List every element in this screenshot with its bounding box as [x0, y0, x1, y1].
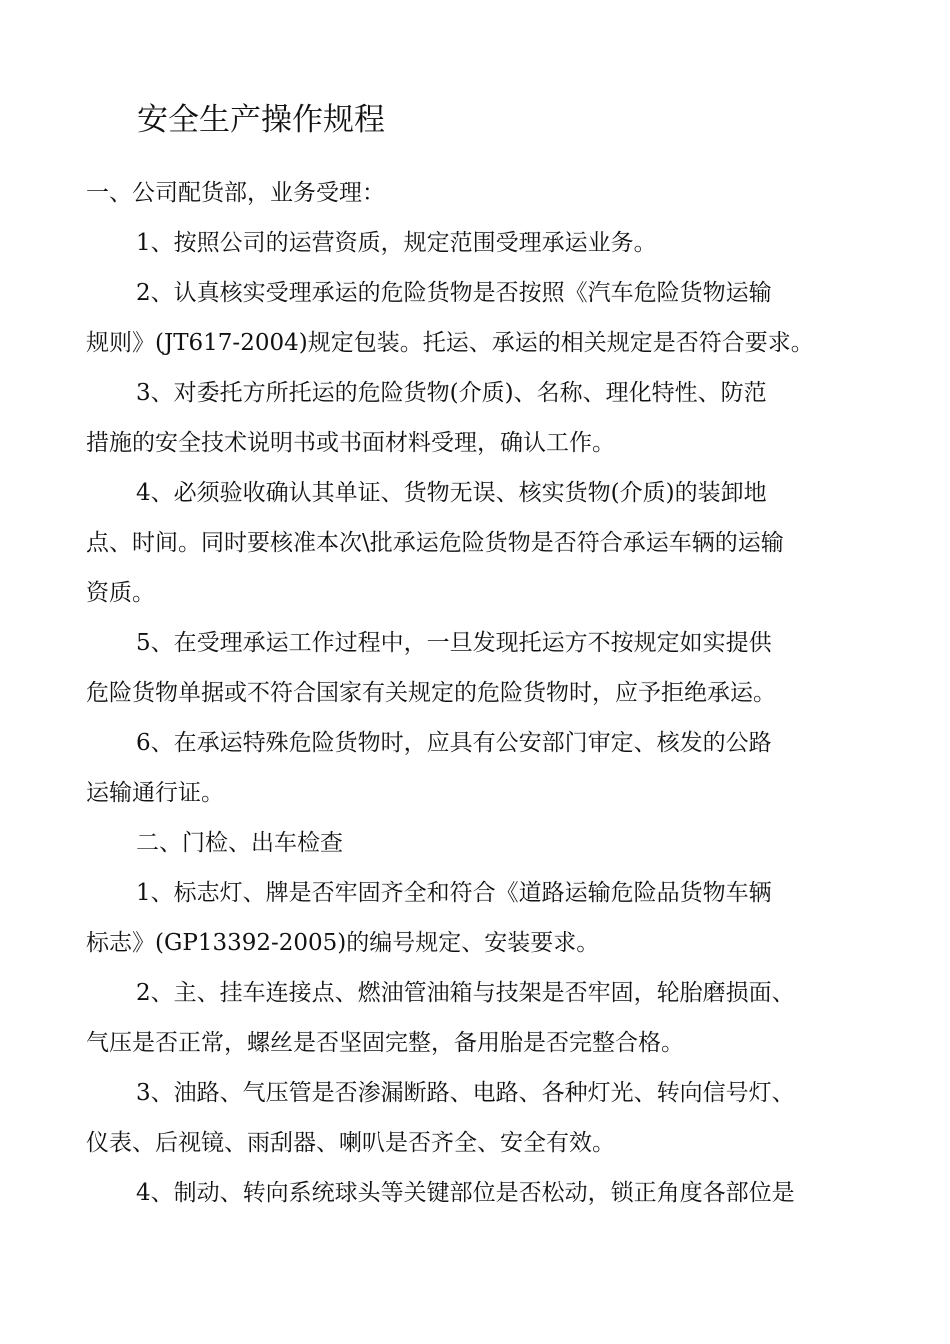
paragraph-line: 2、认真核实受理承运的危险货物是否按照《汽车危险货物运输 [136, 280, 772, 306]
paragraph-line: 点、时间。同时要核准本次\批承运危险货物是否符合承运车辆的运输 [86, 530, 784, 556]
paragraph-line: 3、油路、气压管是否渗漏断路、电路、各种灯光、转向信号灯、 [136, 1080, 795, 1106]
paragraph-line: 5、在受理承运工作过程中，一旦发现托运方不按规定如实提供 [136, 630, 772, 656]
paragraph-line: 4、制动、转向系统球头等关键部位是否松动，锁正角度各部位是 [136, 1180, 795, 1206]
paragraph-line: 气压是否正常，螺丝是否坚固完整，备用胎是否完整合格。 [86, 1030, 684, 1056]
paragraph-item-1-4 [86, 468, 876, 618]
paragraph-section-1-heading [86, 168, 876, 218]
paragraph-item-1-3 [86, 368, 876, 468]
document-title: 安全生产操作规程 [137, 102, 385, 138]
paragraph-line: 运输通行证。 [86, 780, 224, 806]
paragraph-line: 危险货物单据或不符合国家有关规定的危险货物时，应予拒绝承运。 [86, 680, 776, 706]
paragraph-line: 1、标志灯、牌是否牢固齐全和符合《道路运输危险品货物车辆 [136, 880, 772, 906]
paragraph-line: 4、必须验收确认其单证、货物无误、核实货物(介质)的装卸地 [136, 480, 767, 506]
paragraph-line: 仪表、后视镜、雨刮器、喇叭是否齐全、安全有效。 [86, 1130, 615, 1156]
paragraph-item-1-2 [86, 268, 876, 368]
paragraph-item-2-4 [86, 1168, 876, 1218]
paragraph-item-2-3 [86, 1068, 876, 1168]
document-body [86, 168, 876, 1218]
paragraph-item-2-2 [86, 968, 876, 1068]
paragraph-section-2-heading [86, 818, 876, 868]
paragraph-item-1-1 [86, 218, 876, 268]
paragraph-line: 措施的安全技术说明书或书面材料受理，确认工作。 [86, 430, 615, 456]
paragraph-line: 一、公司配货部，业务受理： [86, 180, 385, 206]
paragraph-line: 资质。 [86, 580, 155, 606]
paragraph-line: 3、对委托方所托运的危险货物(介质)、名称、理化特性、防范 [136, 380, 767, 406]
paragraph-line: 1、按照公司的运营资质，规定范围受理承运业务。 [136, 230, 657, 256]
paragraph-item-1-6 [86, 718, 876, 818]
paragraph-line: 规则》(JT617-2004)规定包装。托运、承运的相关规定是否符合要求。 [86, 330, 814, 356]
paragraph-line: 6、在承运特殊危险货物时，应具有公安部门审定、核发的公路 [136, 730, 772, 756]
paragraph-item-2-1 [86, 868, 876, 968]
paragraph-item-1-5 [86, 618, 876, 718]
paragraph-line: 2、主、挂车连接点、燃油管油箱与技架是否牢固，轮胎磨损面、 [136, 980, 795, 1006]
paragraph-line: 标志》(GP13392-2005)的编号规定、安装要求。 [86, 930, 600, 956]
paragraph-line: 二、门检、出车检查 [136, 830, 343, 856]
